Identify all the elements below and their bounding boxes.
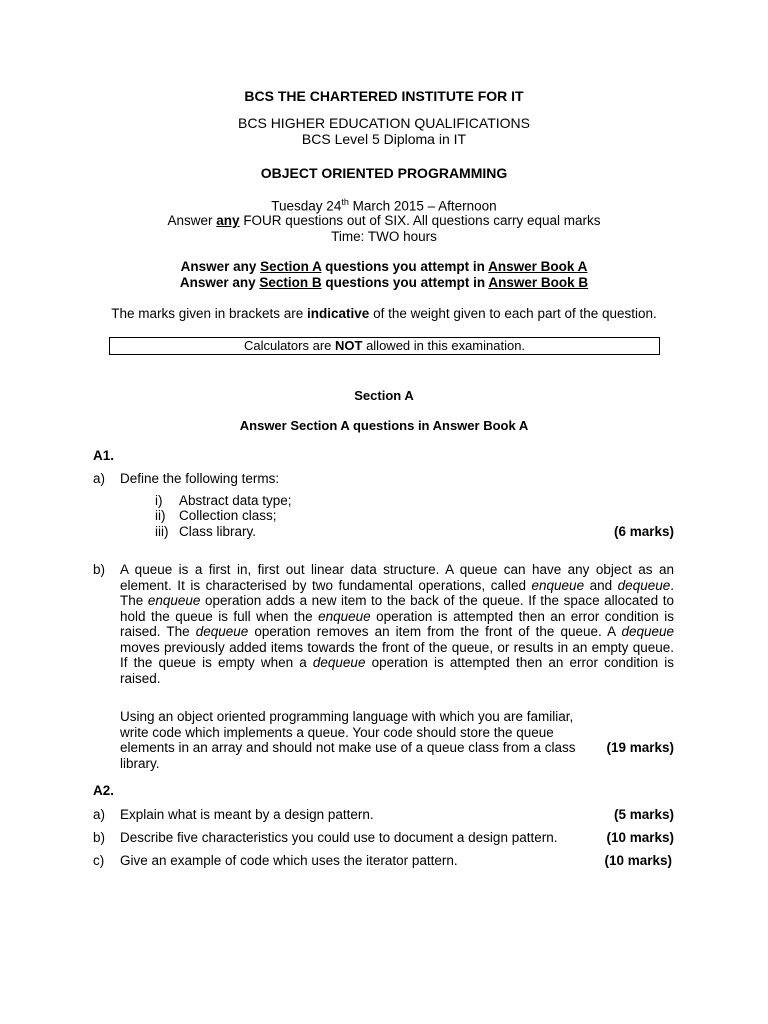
exam-date: Tuesday 24th March 2015 – Afternoon [271,197,497,214]
marks-note: The marks given in brackets are indicative of the weight given to each part of the question. [111,306,657,321]
section-subtitle: Answer Section A questions in Answer Book A [239,418,529,433]
calculator-notice-box: Calculators are NOT allowed in this examination. [109,337,660,355]
a2-part-marks: (10 marks) [606,830,674,845]
institute-title: BCS THE CHARTERED INSTITUTE FOR IT [244,88,524,104]
a2-part-marks: (5 marks) [613,807,674,822]
term-text: Collection class; [179,508,277,523]
answer-book-a-line: Answer any Section A questions you attempt in Answer Book A [180,259,588,274]
answer-book-b-line: Answer any Section B questions you attempt in Answer Book B [179,275,589,290]
a1-part-b-task: Using an object oriented programming language with which you are familiar, write code which implements a queue. Your code should store the queue elements in an array and should not make use of a queue class from a class library. [120,709,576,771]
a1-part-a-label: a) [93,471,106,486]
a2-part-text: Describe five characteristics you could use to document a design pattern. [120,830,558,845]
term-text: Abstract data type; [179,493,292,508]
a2-part-label: a) [93,807,106,822]
qualifications-line: BCS HIGHER EDUCATION QUALIFICATIONS [238,115,530,131]
question-a1-heading: A1. [93,448,115,463]
term-text: Class library. [179,524,257,539]
question-a2-heading: A2. [93,783,115,798]
a2-part-marks: (10 marks) [604,853,672,868]
term-number: ii) [155,508,166,523]
a2-part-text: Give an example of code which uses the iterator pattern. [120,853,458,868]
a1-part-b-marks: (19 marks) [606,740,674,755]
a2-part-label: c) [93,853,105,868]
subject-title: OBJECT ORIENTED PROGRAMMING [260,165,508,181]
section-title: Section A [354,388,414,403]
term-number: iii) [155,524,169,539]
a1-part-b-label: b) [93,562,106,577]
diploma-line: BCS Level 5 Diploma in IT [301,131,467,147]
a2-part-text: Explain what is meant by a design pattern. [120,807,374,822]
a2-part-label: b) [93,830,106,845]
exam-time: Time: TWO hours [331,229,437,244]
term-number: i) [155,493,163,508]
answer-instruction: Answer any FOUR questions out of SIX. All questions carry equal marks [167,213,601,228]
a1-part-a-marks: (6 marks) [613,524,674,539]
a1-part-b-paragraph: A queue is a first in, first out linear data structure. A queue can have any object as an element. It is characterised by two fundamental operations, called enqueue and dequeue. The enqueue operation adds a new item to the back of the queue. If the space allocated to hold the queue is full when the enqueue operation is attempted then an error condition is raised. The dequeue operation removes an item from the front of the queue. A dequeue moves previously added items towards the front of the queue, or results in an empty queue. If the queue is empty when a dequeue operation is attempted then an error condition is raised. [120,562,675,686]
a1-part-a-text: Define the following terms: [120,471,280,486]
